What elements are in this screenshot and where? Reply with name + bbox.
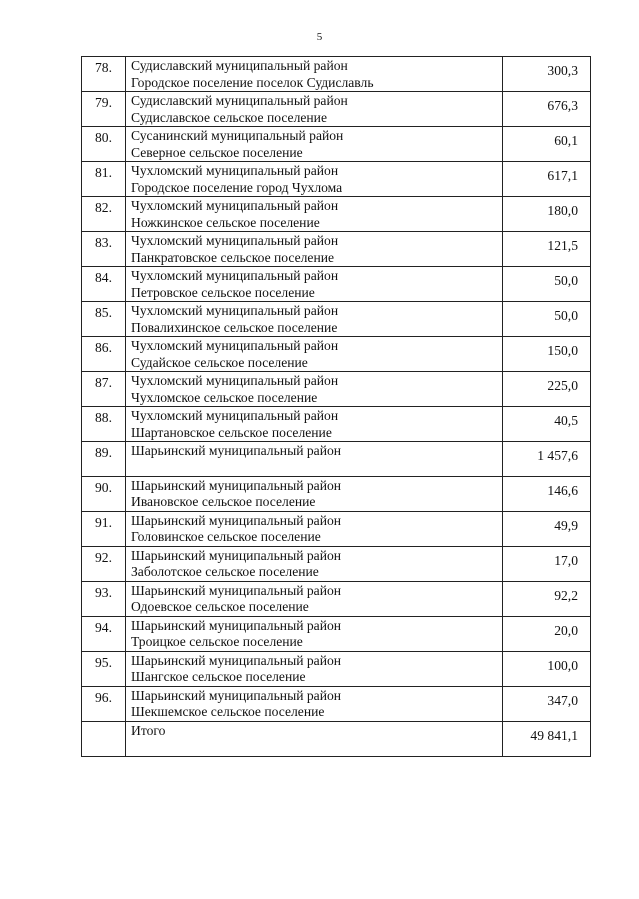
district-line: Чухломский муниципальный район: [131, 268, 339, 283]
table-row: [82, 442, 591, 477]
municipality-name: [126, 302, 503, 337]
municipality-name: [126, 232, 503, 267]
settlement-line: Повалихинское сельское поселение: [131, 319, 338, 335]
district-line: Чухломский муниципальный район: [131, 233, 339, 248]
table-row: [82, 302, 591, 337]
district-line: Шарьинский муниципальный район: [131, 512, 342, 528]
amount-value: 150,0: [503, 337, 591, 372]
total-label: Итого: [126, 721, 503, 756]
row-number: 88.: [82, 407, 126, 442]
row-number: 96.: [82, 686, 126, 721]
row-number: 85.: [82, 302, 126, 337]
district-line: Шарьинский муниципальный район: [131, 687, 342, 703]
row-number: 90.: [82, 476, 126, 511]
table-row: [82, 127, 591, 162]
row-number: 95.: [82, 651, 126, 686]
municipality-name: [126, 546, 503, 581]
municipality-name: [126, 92, 503, 127]
amount-value: 17,0: [503, 546, 591, 581]
row-number: 92.: [82, 546, 126, 581]
row-number: 82.: [82, 197, 126, 232]
municipality-name: [126, 197, 503, 232]
district-line: Шарьинский муниципальный район: [131, 443, 342, 458]
settlement-line: Головинское сельское поселение: [131, 529, 321, 545]
amount-value: 300,3: [503, 57, 591, 92]
district-line: Судиславский муниципальный район: [131, 93, 348, 108]
district-line: Чухломский муниципальный район: [131, 303, 339, 318]
row-number: 80.: [82, 127, 126, 162]
municipality-name: [126, 511, 503, 546]
settlement-line: Петровское сельское поселение: [131, 284, 315, 300]
table-row: [82, 232, 591, 267]
table-row: [82, 511, 591, 546]
amount-value: 121,5: [503, 232, 591, 267]
table-row: [82, 162, 591, 197]
settlement-line: Заболотское сельское поселение: [131, 564, 319, 580]
settlement-line: Одоевское сельское поселение: [131, 599, 309, 615]
municipality-name: [126, 267, 503, 302]
table-row: [82, 581, 591, 616]
allocation-table: [81, 56, 591, 757]
district-line: Сусанинский муниципальный район: [131, 128, 344, 143]
amount-value: 146,6: [503, 476, 591, 511]
municipality-name: [126, 127, 503, 162]
district-line: Шарьинский муниципальный район: [131, 617, 342, 633]
settlement-line: Шангское сельское поселение: [131, 669, 306, 685]
amount-value: 347,0: [503, 686, 591, 721]
municipality-name: [126, 616, 503, 651]
amount-value: 180,0: [503, 197, 591, 232]
municipality-name: [126, 686, 503, 721]
municipality-name: [126, 162, 503, 197]
table-body: [82, 57, 591, 757]
amount-value: 50,0: [503, 302, 591, 337]
table-row: [82, 546, 591, 581]
settlement-line: Панкратовское сельское поселение: [131, 249, 335, 265]
municipality-name: [126, 337, 503, 372]
amount-value: 49,9: [503, 511, 591, 546]
settlement-line: Шекшемское сельское поселение: [131, 704, 325, 720]
table-row: [82, 337, 591, 372]
settlement-line: Судайское сельское поселение: [131, 354, 308, 370]
settlement-line: Городское поселение город Чухлома: [131, 179, 343, 195]
row-number: 89.: [82, 442, 126, 477]
municipality-name: [126, 407, 503, 442]
amount-value: 92,2: [503, 581, 591, 616]
table-row: [82, 372, 591, 407]
municipality-name: [126, 476, 503, 511]
district-line: Чухломский муниципальный район: [131, 408, 339, 423]
settlement-line: Троицкое сельское поселение: [131, 634, 303, 650]
amount-value: 50,0: [503, 267, 591, 302]
table-row: [82, 197, 591, 232]
amount-value: 617,1: [503, 162, 591, 197]
district-line: Шарьинский муниципальный район: [131, 652, 342, 668]
page-number: 5: [316, 31, 323, 43]
row-number: 91.: [82, 511, 126, 546]
table-row: [82, 92, 591, 127]
table-row: [82, 616, 591, 651]
table-row: [82, 267, 591, 302]
municipality-name: [126, 57, 503, 92]
settlement-line: Шартановское сельское поселение: [131, 424, 332, 440]
municipality-name: [126, 651, 503, 686]
amount-value: 225,0: [503, 372, 591, 407]
amount-value: 1 457,6: [503, 442, 591, 477]
row-number: 93.: [82, 581, 126, 616]
settlement-line: Северное сельское поселение: [131, 144, 303, 160]
settlement-line: Чухломское сельское поселение: [131, 389, 318, 405]
district-line: Шарьинский муниципальный район: [131, 582, 342, 598]
district-line: Шарьинский муниципальный район: [131, 547, 342, 563]
row-number: 94.: [82, 616, 126, 651]
municipality-name: [126, 372, 503, 407]
row-number: 86.: [82, 337, 126, 372]
district-line: Чухломский муниципальный район: [131, 338, 339, 353]
amount-value: 60,1: [503, 127, 591, 162]
district-line: Чухломский муниципальный район: [131, 373, 339, 388]
district-line: Шарьинский муниципальный район: [131, 477, 342, 493]
row-number: 83.: [82, 232, 126, 267]
district-line: Судиславский муниципальный район: [131, 58, 348, 73]
amount-value: 40,5: [503, 407, 591, 442]
row-number: 79.: [82, 92, 126, 127]
district-line: Чухломский муниципальный район: [131, 163, 339, 178]
table-row: [82, 476, 591, 511]
row-number: 78.: [82, 57, 126, 92]
total-row: [82, 721, 591, 756]
settlement-line: Ивановское сельское поселение: [131, 494, 316, 510]
district-line: Чухломский муниципальный район: [131, 198, 339, 213]
row-number: 81.: [82, 162, 126, 197]
amount-value: 676,3: [503, 92, 591, 127]
settlement-line: Судиславское сельское поселение: [131, 109, 327, 125]
table-row: [82, 651, 591, 686]
table-row: [82, 407, 591, 442]
settlement-line: Городское поселение поселок Судиславль: [131, 74, 374, 90]
amount-value: 100,0: [503, 651, 591, 686]
row-number: 84.: [82, 267, 126, 302]
total-number: [82, 721, 126, 756]
settlement-line: Ножкинское сельское поселение: [131, 214, 320, 230]
municipality-name: [126, 581, 503, 616]
total-value: 49 841,1: [503, 721, 591, 756]
table-row: [82, 686, 591, 721]
row-number: 87.: [82, 372, 126, 407]
amount-value: 20,0: [503, 616, 591, 651]
municipality-name: [126, 442, 503, 477]
table-row: [82, 57, 591, 92]
